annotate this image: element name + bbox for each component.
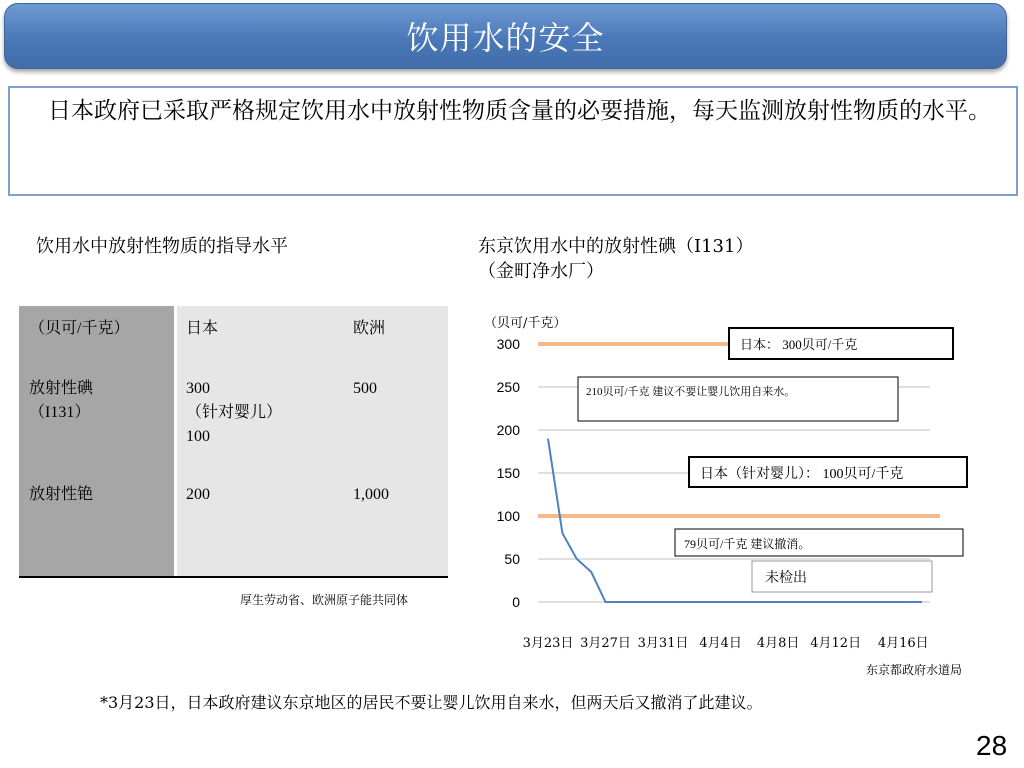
page-title: 饮用水的安全 bbox=[406, 19, 605, 57]
row-iodine-japan-note: （针对婴儿） bbox=[186, 404, 283, 421]
x-tick-label: 3月23日 bbox=[522, 636, 574, 651]
row-iodine-japan: 300 bbox=[186, 380, 210, 397]
iodine-chart bbox=[470, 305, 990, 680]
annotation-infant-text: 日本（针对婴儿）： 100贝可/千克 bbox=[700, 467, 904, 482]
page-number: 28 bbox=[976, 730, 1008, 761]
chart-title-line1: 东京饮用水中的放射性碘（I131） bbox=[478, 236, 754, 257]
row-cesium-europe: 1,000 bbox=[353, 486, 389, 503]
x-tick-label: 4月12日 bbox=[810, 636, 862, 651]
row-cesium-label: 放射性铯 bbox=[29, 486, 94, 503]
table-source: 厚生劳动省、欧洲原子能共同体 bbox=[240, 593, 409, 607]
table-header-japan: 日本 bbox=[186, 320, 219, 337]
x-tick-label: 3月31日 bbox=[637, 636, 689, 651]
chart-x-ticks bbox=[523, 636, 929, 651]
table-header-europe: 欧洲 bbox=[353, 320, 386, 337]
intro-text: 日本政府已采取严格规定饮用水中放射性物质含量的必要措施，每天监测放射性物质的水平。 bbox=[8, 86, 1018, 196]
annotation-withdraw-text: 79贝可/千克 建议撤消。 bbox=[684, 537, 811, 551]
table-value-column bbox=[177, 306, 448, 578]
title-bar bbox=[4, 3, 1007, 69]
y-tick-label: 0 bbox=[512, 594, 520, 610]
y-tick-label: 250 bbox=[496, 379, 520, 395]
x-tick-label: 3月27日 bbox=[580, 636, 631, 651]
y-tick-label: 200 bbox=[496, 422, 520, 438]
chart-title-line2: （金町净水厂） bbox=[478, 261, 604, 282]
x-tick-label: 4月4日 bbox=[699, 636, 742, 651]
y-tick-label: 300 bbox=[496, 336, 520, 352]
y-tick-label: 100 bbox=[496, 508, 520, 524]
footnote: *3月23日，日本政府建议东京地区的居民不要让婴儿饮用自来水，但两天后又撤消了此建议。 bbox=[100, 693, 763, 712]
row-iodine-label: 放射性碘 bbox=[29, 380, 94, 397]
annotation-not-detected-text: 未检出 bbox=[765, 570, 807, 586]
chart-source: 东京都政府水道局 bbox=[866, 663, 963, 677]
row-iodine-sublabel: （I131） bbox=[29, 404, 91, 421]
table-label-column bbox=[19, 306, 174, 578]
annotation-japan bbox=[729, 328, 953, 359]
x-tick-label: 4月16日 bbox=[877, 636, 929, 651]
x-tick-label: 4月8日 bbox=[756, 636, 800, 651]
row-cesium-japan: 200 bbox=[186, 486, 210, 503]
annotation-japan-text: 日本： 300贝可/千克 bbox=[740, 337, 858, 352]
chart-y-ticks bbox=[497, 336, 521, 610]
table-header-unit: （贝可/千克） bbox=[29, 320, 130, 337]
annotation-not-detected bbox=[752, 561, 932, 592]
y-tick-label: 150 bbox=[496, 465, 520, 481]
guideline-table bbox=[19, 306, 448, 578]
table-bottom-rule bbox=[19, 576, 448, 578]
row-iodine-europe: 500 bbox=[353, 380, 377, 397]
annotation-withdraw bbox=[675, 529, 963, 556]
annotation-advice bbox=[578, 377, 898, 421]
guideline-title: 饮用水中放射性物质的指导水平 bbox=[36, 236, 288, 257]
chart-unit-label: （贝可/千克） bbox=[484, 316, 567, 331]
row-iodine-japan-infant: 100 bbox=[186, 428, 210, 445]
y-tick-label: 50 bbox=[504, 551, 520, 567]
annotation-advice-text: 210贝可/千克 建议不要让婴儿饮用自来水。 bbox=[586, 386, 796, 398]
annotation-infant bbox=[689, 457, 967, 487]
